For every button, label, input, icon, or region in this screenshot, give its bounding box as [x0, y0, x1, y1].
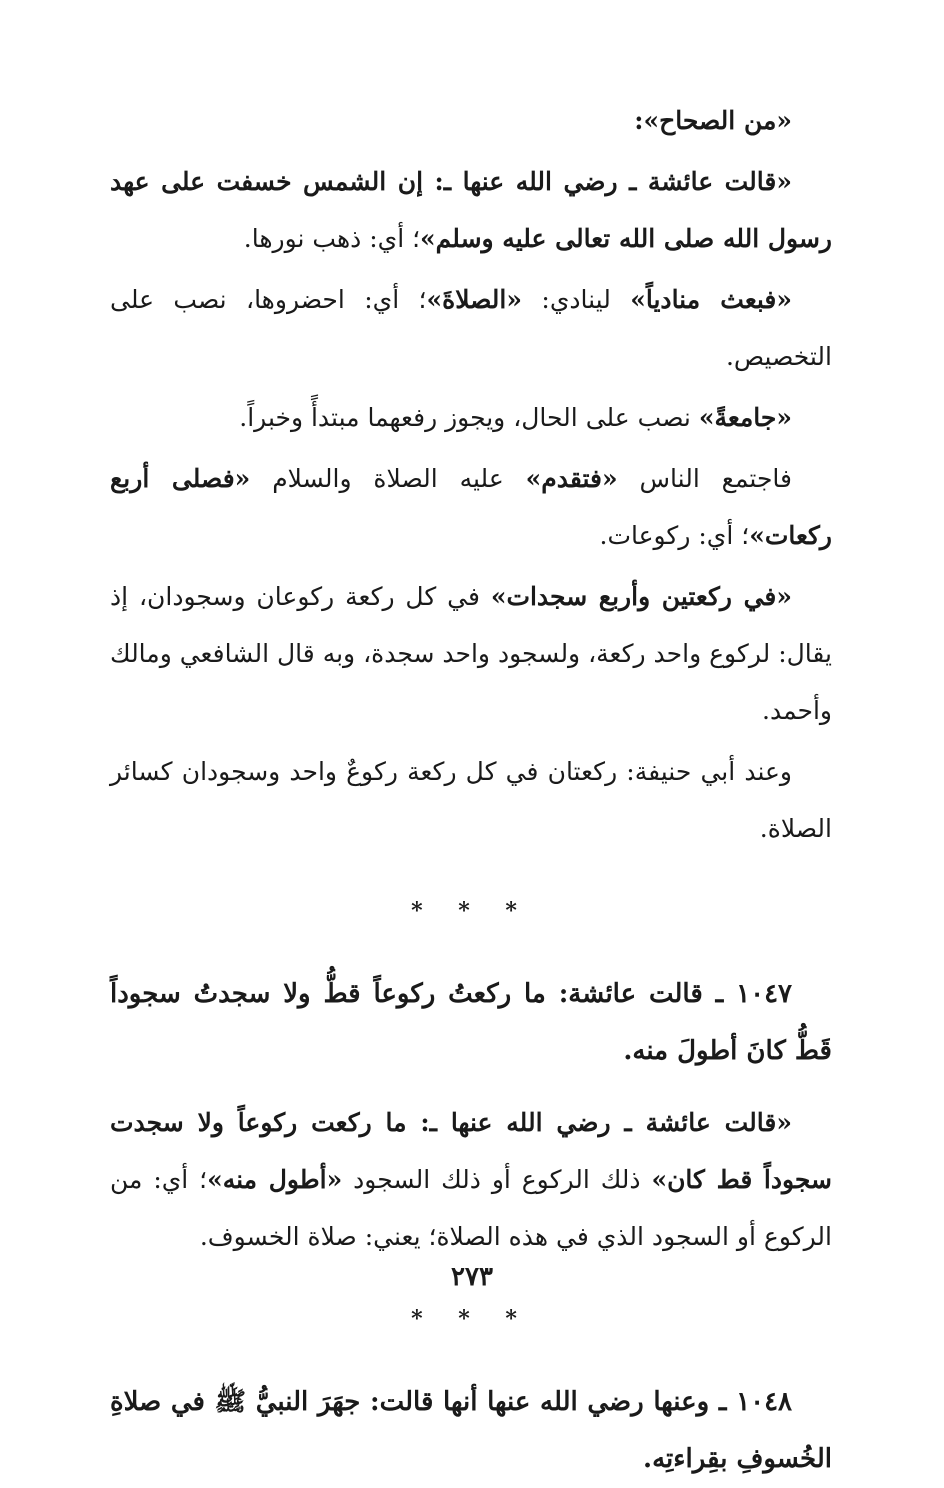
page-number: ٢٧٣	[451, 1262, 493, 1292]
section-separator: * * *	[411, 1306, 531, 1332]
explanation-text: لينادي:	[522, 285, 631, 314]
explanation-text: نصب على الحال، ويجوز رفعهما مبتدأً وخبراً.	[239, 403, 699, 432]
quote-text: «قالت عائشة ـ رضي الله عنها ـ: ما ركعت ركوعاً ولا سجدت سجوداً قط كان»	[110, 1108, 833, 1194]
hadith-1047: ١٠٤٧ ـ قالت عائشة: ما ركعتُ ركوعاً قطُّ ولا سجدتُ سجوداً قَطُّ كانَ أطولَ منه.	[110, 979, 832, 1066]
paragraph-rakats	[110, 568, 832, 739]
explanation-text: ؛ أي: ركوعات.	[599, 521, 750, 550]
quote-text: «أطول منه»	[207, 1165, 343, 1194]
quote-text: «فتقدم»	[525, 464, 618, 493]
explanation-text: ؛ أي: من الركوع أو السجود الذي في هذه الصلاة؛ يعني: صلاة الخسوف.	[110, 1165, 832, 1251]
paragraph-eclipse	[110, 153, 832, 267]
explanation-text: ؛ أي: ذهب نورها.	[243, 224, 421, 253]
section-separator: * * *	[411, 898, 531, 924]
quote-text: «فبعث منادياً»	[630, 285, 792, 314]
explanation-text: فاجتمع الناس	[617, 464, 792, 493]
paragraph-abu-hanifa: وعند أبي حنيفة: ركعتان في كل ركعة ركوعٌ واحد وسجودان كسائر الصلاة.	[110, 757, 832, 843]
paragraph-jamiah	[110, 389, 832, 446]
explanation-text: ذلك الركوع أو ذلك السجود	[342, 1165, 652, 1194]
explanation-text: ؛ أي: احضروها، نصب على التخصيص.	[110, 285, 832, 371]
quote-text: «فصلى أربع ركعات»	[110, 464, 832, 550]
section-heading: «من الصحاح»:	[634, 106, 792, 135]
commentary-1047	[110, 1094, 832, 1265]
quote-text: «في ركعتين وأربع سجدات»	[490, 582, 792, 611]
quote-text: «الصلاةَ»	[426, 285, 522, 314]
quote-text: «قالت عائشة ـ رضي الله عنها ـ: إن الشمس خسفت على عهد رسول الله صلى الله تعالى عليه وسلم»	[110, 167, 832, 253]
explanation-text: عليه الصلاة والسلام	[250, 464, 526, 493]
quote-text: «جامعةً»	[698, 403, 792, 432]
paragraph-caller	[110, 271, 832, 385]
explanation-text: في كل ركعة ركوعان وسجودان، إذ يقال: لركوع واحد ركعة، ولسجود واحد سجدة، وبه قال الشافعي ومالك وأحمد.	[110, 582, 832, 725]
hadith-1048: ١٠٤٨ ـ وعنها رضي الله عنها أنها قالت: جهَرَ النبيُّ ﷺ في صلاةِ الخُسوفِ بقِراءتِه.	[110, 1387, 832, 1474]
paragraph-people	[110, 450, 832, 564]
